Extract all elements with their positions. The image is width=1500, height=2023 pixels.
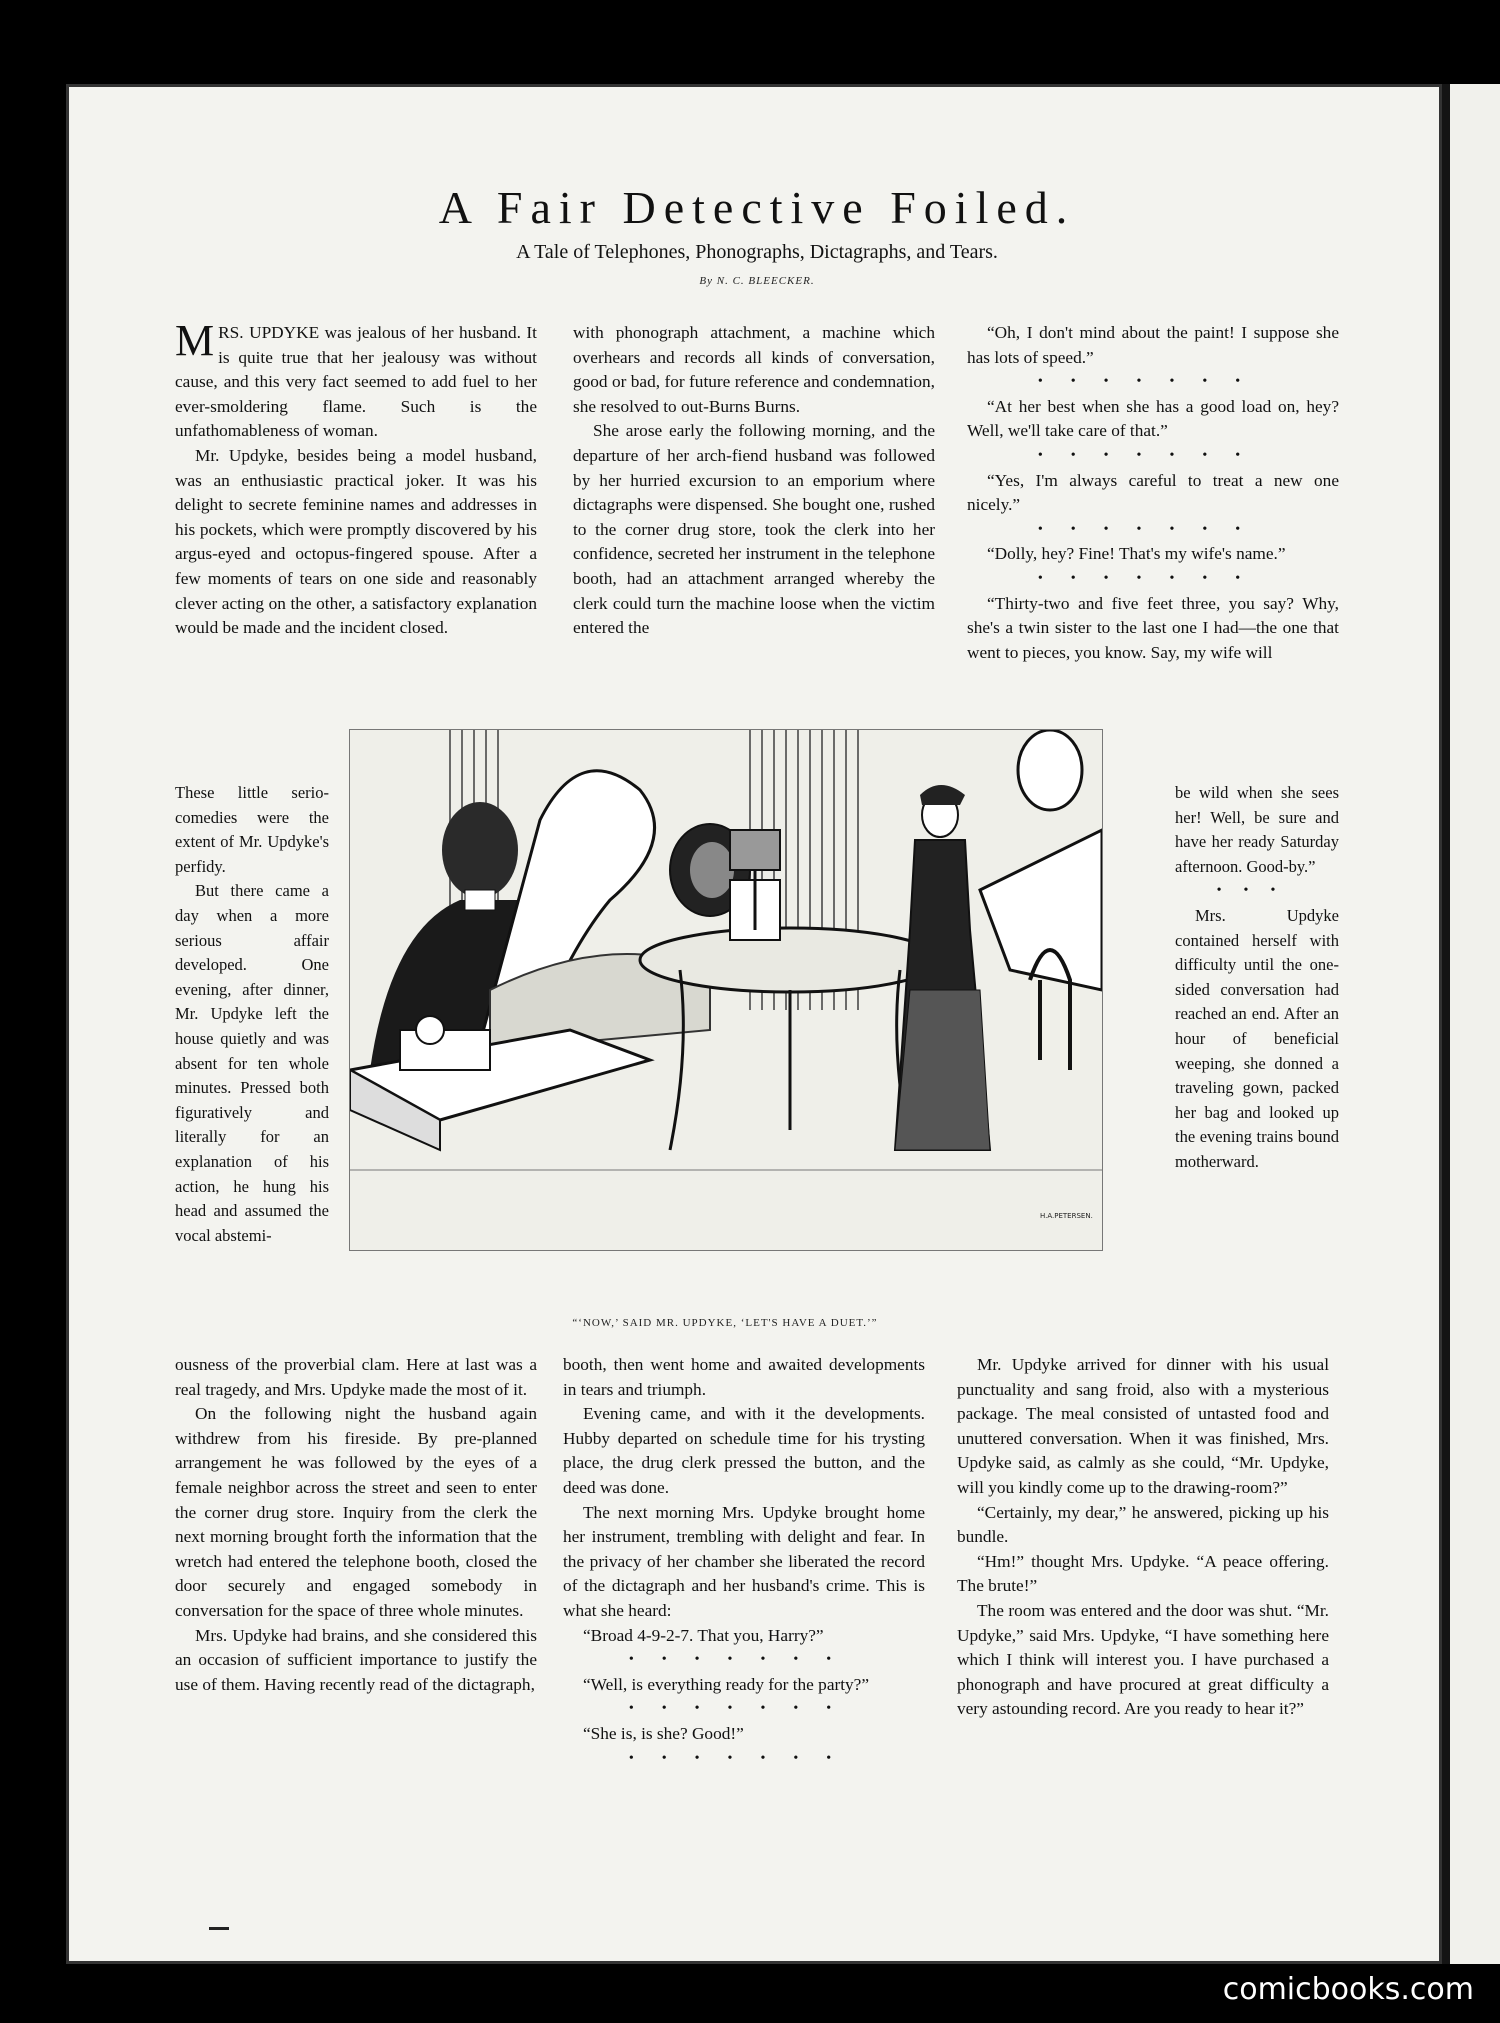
dialogue-line: “Dolly, hey? Fine! That's my wife's name.” bbox=[987, 544, 1286, 564]
separator-dots: ••••••• bbox=[628, 1701, 860, 1717]
paragraph: Mrs. Updyke had brains, and she considered this an occasion of sufficient importance to justify the use of them. Having recently read of the dictagraph, bbox=[175, 1625, 537, 1694]
paragraph: Mrs. Updyke contained herself with difficulty until the one-sided conversation had reached an end. After an hour of beneficial weeping, she donned a traveling gown, packed her bag and looked up the evening trains bound motherward. bbox=[1175, 905, 1339, 1171]
paragraph: ousness of the proverbial clam. Here at last was a real tragedy, and Mrs. Updyke made the most of it. bbox=[175, 1355, 537, 1399]
article-subtitle: A Tale of Telephones, Phonographs, Dictagraphs, and Tears. bbox=[516, 241, 998, 263]
book-gutter bbox=[1442, 84, 1450, 1964]
artist-signature: H.A.PETERSEN. bbox=[1040, 1212, 1093, 1220]
dialogue-line: “Thirty-two and five feet three, you say? Why, she's a twin sister to the last one I had—the one that went to pieces, you know. Say, my wife will bbox=[967, 593, 1339, 662]
article-byline: By N. C. BLEECKER. bbox=[699, 275, 815, 287]
paragraph: On the following night the husband again withdrew from his fireside. By pre-planned arrangement he was followed by the eyes of a female neighbor across the street and seen to enter the corner drug store. Inquiry from the clerk the next morning brought forth the information that the wretch had entered the telephone booth, closed the door securely and engaged somebody in conversation for the space of three whole minutes. bbox=[175, 1404, 537, 1620]
paragraph: But there came a day when a more serious affair developed. One evening, after dinner, Mr. Updyke left the house quietly and was absent for ten whole minutes. Pressed both figuratively and literally for an explanation of his action, he hung his head and assumed the vocal abstemi- bbox=[175, 881, 329, 1245]
phonograph-scene-drawing bbox=[350, 730, 1102, 1250]
phonograph-machine bbox=[400, 1030, 490, 1070]
paragraph: booth, then went home and awaited developments in tears and triumph. bbox=[563, 1355, 925, 1399]
column-2-bottom bbox=[563, 1353, 925, 1771]
column-1-narrow bbox=[175, 781, 329, 1248]
round-table bbox=[640, 928, 940, 992]
separator-dots: ••• bbox=[1216, 883, 1298, 899]
separator-dots: ••••••• bbox=[1037, 447, 1269, 463]
dialogue-line: “She is, is she? Good!” bbox=[583, 1723, 744, 1743]
separator-dots: ••••••• bbox=[1037, 374, 1269, 390]
drop-cap: M bbox=[175, 316, 215, 365]
paragraph: with phonograph attachment, a machine which overhears and records all kinds of conversation, good or bad, for future reference and condemnation, she resolved to out-Burns Burns. bbox=[573, 323, 935, 416]
column-2-top bbox=[573, 321, 935, 641]
man-head bbox=[442, 802, 518, 898]
paragraph: She arose early the following morning, and the departure of her arch-fiend husband was followed by her hurried excursion to an emporium where dictagraphs were dispensed. She bought one, rushed to the corner drug store, took the clerk into her confidence, secreted her instrument in the telephone booth, had an attachment arranged whereby the clerk could turn the machine loose when the victim entered the bbox=[573, 421, 935, 638]
illustration-caption: “‘NOW,’ SAID MR. UPDYKE, ‘LET'S HAVE A DUET.’” bbox=[572, 1317, 878, 1329]
paragraph: These little serio-comedies were the extent of Mr. Updyke's perfidy. bbox=[175, 783, 329, 876]
paragraph: The next morning Mrs. Updyke brought home her instrument, trembling with delight and fear. In the privacy of her chamber she liberated the record of the dictagraph and her husband's crime. This is what she heard: bbox=[563, 1502, 925, 1620]
paragraph bbox=[175, 316, 537, 444]
column-1-bottom bbox=[175, 1353, 537, 1697]
separator-dots: ••••••• bbox=[628, 1652, 860, 1668]
separator-dots: ••••••• bbox=[628, 1750, 860, 1766]
column-3-bottom bbox=[957, 1353, 1329, 1722]
article-illustration bbox=[349, 729, 1103, 1251]
column-3-narrow bbox=[1175, 781, 1339, 1175]
paragraph-text: RS. UPDYKE was jealous of her husband. It is quite true that her jealousy was without cause, and this very fact seemed to add fuel to her ever-smoldering flame. Such is the unfathomableness of woman. bbox=[175, 323, 537, 441]
table-lamp bbox=[730, 830, 780, 870]
magazine-page bbox=[66, 84, 1442, 1964]
dialogue-line: “Broad 4-9-2-7. That you, Harry?” bbox=[583, 1625, 824, 1645]
separator-dots: ••••••• bbox=[1037, 570, 1269, 586]
paragraph: Mr. Updyke arrived for dinner with his usual punctuality and sang froid, also with a mysterious package. The meal consisted of untasted food and unuttered conversation. When it was finished, Mrs. Updyke said, as calmly as she could, “Mr. Updyke, will you kindly come up to the drawing-room?” bbox=[957, 1355, 1329, 1497]
dialogue-line: “At her best when she has a good load on, hey? Well, we'll take care of that.” bbox=[967, 396, 1339, 441]
column-3-top bbox=[967, 321, 1339, 665]
dialogue-line: “Yes, I'm always careful to treat a new one nicely.” bbox=[967, 470, 1339, 515]
paragraph: Mr. Updyke, besides being a model husband, was an enthusiastic practical joker. It was his delight to secrete feminine names and addresses in his pockets, which were promptly discovered by his argus-eyed and octopus-fingered spouse. After a few moments of tears on one side and reasonably clever acting on the other, a satisfactory explanation would be made and the incident closed. bbox=[175, 445, 537, 638]
paragraph: Evening came, and with it the developments. Hubby departed on schedule time for his trysting place, the drug clerk pressed the button, and the deed was done. bbox=[563, 1404, 925, 1497]
oval-mirror bbox=[1018, 730, 1082, 810]
column-1-top bbox=[175, 316, 537, 641]
separator-dots: ••••••• bbox=[1037, 521, 1269, 537]
facing-page-edge bbox=[1450, 84, 1500, 1964]
print-mark bbox=[209, 1927, 229, 1930]
paragraph: The room was entered and the door was shut. “Mr. Updyke,” said Mrs. Updyke, “I have something here which I think will interest you. I have purchased a phonograph and have procured at great difficulty a very astounding record. Are you ready to hear it?” bbox=[957, 1600, 1329, 1719]
watermark: comicbooks.com bbox=[1222, 1972, 1474, 2007]
paragraph: “Certainly, my dear,” he answered, picking up his bundle. bbox=[957, 1502, 1329, 1547]
dialogue-line-continued: be wild when she sees her! Well, be sure and have her ready Saturday afternoon. Good-by.” bbox=[1175, 783, 1339, 876]
paragraph: “Hm!” thought Mrs. Updyke. “A peace offering. The brute!” bbox=[957, 1551, 1329, 1596]
article-title: A Fair Detective Foiled. bbox=[438, 182, 1076, 233]
dialogue-line: “Oh, I don't mind about the paint! I suppose she has lots of speed.” bbox=[967, 323, 1339, 367]
dialogue-line: “Well, is everything ready for the party?” bbox=[583, 1674, 870, 1694]
